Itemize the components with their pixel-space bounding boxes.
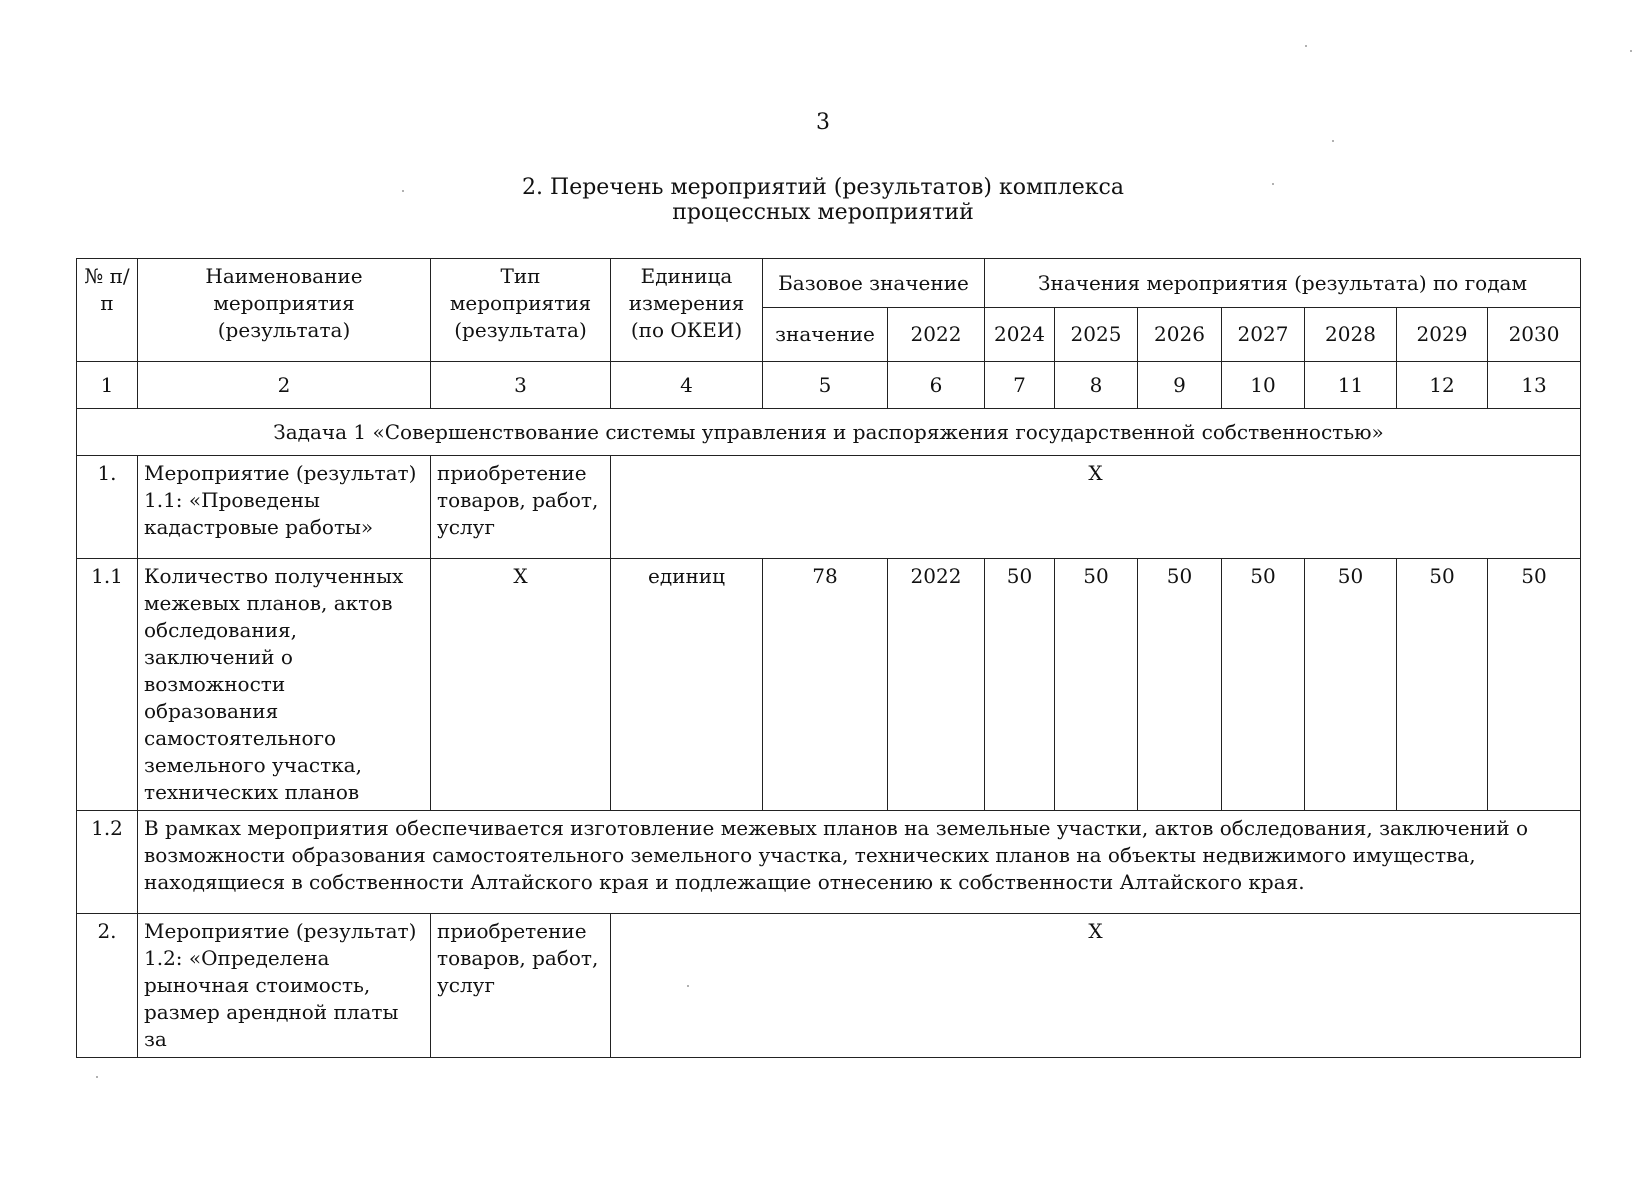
row-num: 1.2 [77, 811, 138, 914]
header-name: Наименование мероприятия (результата) [138, 259, 431, 362]
row-name: Мероприятие (результат) 1.2: «Определена рыночная стоимость, размер арендной платы за [138, 914, 431, 1058]
row-year-value: 50 [1055, 559, 1138, 811]
row-merged-mark: X [611, 456, 1581, 559]
measures-table [76, 258, 1581, 1058]
row-year-value: 50 [1488, 559, 1581, 811]
scan-speck [687, 985, 689, 987]
header-base-year: 2022 [888, 308, 985, 362]
scan-speck [1305, 45, 1307, 47]
header-year: 2025 [1055, 308, 1138, 362]
page-number: 3 [816, 110, 830, 135]
column-number: 5 [763, 362, 888, 409]
row-merged-mark: X [611, 914, 1581, 1058]
scan-speck [96, 1076, 98, 1078]
row-num: 1. [77, 456, 138, 559]
row-base-value: 78 [763, 559, 888, 811]
row-year-value: 50 [1222, 559, 1305, 811]
column-number: 13 [1488, 362, 1581, 409]
column-number: 4 [611, 362, 763, 409]
header-row-1 [77, 259, 1581, 308]
row-name: Количество полученных межевых планов, актов обследования, заключений о возможности образования самостоятельного земельного участка, технических планов [138, 559, 431, 811]
column-number: 10 [1222, 362, 1305, 409]
column-number: 8 [1055, 362, 1138, 409]
header-year: 2027 [1222, 308, 1305, 362]
column-number: 1 [77, 362, 138, 409]
row-name: Мероприятие (результат) 1.1: «Проведены кадастровые работы» [138, 456, 431, 559]
column-number: 12 [1397, 362, 1488, 409]
table-row [77, 456, 1581, 559]
scan-speck [1630, 50, 1632, 52]
column-number: 7 [985, 362, 1055, 409]
row-description: В рамках мероприятия обеспечивается изготовление межевых планов на земельные участки, актов обследования, заключений о возможности образования самостоятельного земельного участка, технических планов на объекты недвижимого имущества, находящиеся в собственности Алтайского края и подлежащие отнесению к собственности Алтайского края. [138, 811, 1581, 914]
table-row [77, 811, 1581, 914]
column-number: 11 [1305, 362, 1397, 409]
header-num: № п/п [77, 259, 138, 362]
column-number: 3 [431, 362, 611, 409]
column-number: 9 [1138, 362, 1222, 409]
section-title [0, 175, 1646, 225]
column-number: 6 [888, 362, 985, 409]
row-num: 1.1 [77, 559, 138, 811]
table-row [77, 559, 1581, 811]
row-type: приобретение товаров, работ, услуг [431, 456, 611, 559]
header-base-value: значение [763, 308, 888, 362]
scan-speck [402, 190, 404, 192]
row-num: 2. [77, 914, 138, 1058]
row-type: X [431, 559, 611, 811]
header-unit: Единица измерения (по ОКЕИ) [611, 259, 763, 362]
header-by-years: Значения мероприятия (результата) по годам [985, 259, 1581, 308]
column-number-row [77, 362, 1581, 409]
table-row [77, 914, 1581, 1058]
header-year: 2028 [1305, 308, 1397, 362]
task-title: Задача 1 «Совершенствование системы управления и распоряжения государственной собственностью» [77, 409, 1581, 456]
scan-speck [1272, 183, 1274, 185]
header-year: 2026 [1138, 308, 1222, 362]
row-year-value: 50 [1397, 559, 1488, 811]
column-number: 2 [138, 362, 431, 409]
task-row [77, 409, 1581, 456]
header-year: 2030 [1488, 308, 1581, 362]
header-type: Тип мероприятия (результата) [431, 259, 611, 362]
header-base: Базовое значение [763, 259, 985, 308]
row-unit: единиц [611, 559, 763, 811]
row-year-value: 50 [1305, 559, 1397, 811]
title-line-2: процессных мероприятий [672, 200, 974, 225]
row-year-value: 50 [985, 559, 1055, 811]
row-base-year: 2022 [888, 559, 985, 811]
row-year-value: 50 [1138, 559, 1222, 811]
row-type: приобретение товаров, работ, услуг [431, 914, 611, 1058]
header-year: 2029 [1397, 308, 1488, 362]
title-line-1: 2. Перечень мероприятий (результатов) комплекса [522, 175, 1124, 200]
header-year: 2024 [985, 308, 1055, 362]
scan-speck [1332, 140, 1334, 142]
